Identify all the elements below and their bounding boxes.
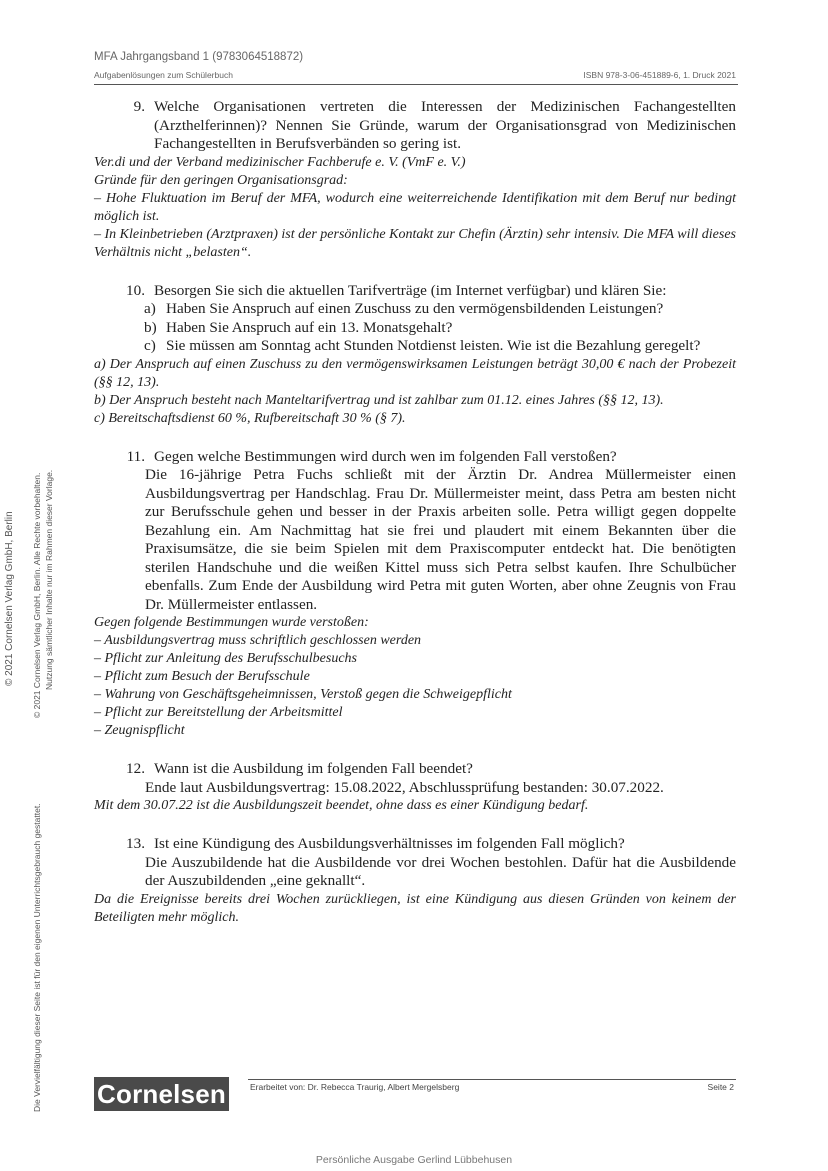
answer-10 <box>94 356 736 428</box>
subquestion-label: c) <box>144 337 156 354</box>
copyright-outer: © 2021 Cornelsen Verlag GmbH, Berlin <box>4 511 15 686</box>
answer-line: – Zeugnispflicht <box>94 723 185 738</box>
question-number: 13. <box>126 835 145 852</box>
question-13 <box>94 835 736 854</box>
subquestion-text: Sie müssen am Sonntag acht Stunden Notdienst leisten. Wie ist die Bezahlung geregelt? <box>166 337 701 354</box>
answer-line: b) Der Anspruch besteht nach Manteltarifvertrag und ist zahlbar zum 01.12. eines Jahres (§§ 12, 13). <box>94 392 664 408</box>
question-9 <box>94 98 736 154</box>
answer-line: Gegen folgende Bestimmungen wurde verstoßen: <box>94 615 369 630</box>
subquestion-label: a) <box>144 300 156 317</box>
subquestion-text: Haben Sie Anspruch auf ein 13. Monatsgehalt? <box>166 318 453 336</box>
question-text: Welche Organisationen vertreten die Interessen der Medizinischen Fachangestellten (Arzthelferinnen)? Nennen Sie Gründe, warum der Organisationsgrad von Medizinischen Fachangestellten in Berufsverbänden so gering ist. <box>154 98 736 152</box>
subquestion-label: b) <box>144 318 157 336</box>
answer-line: Gründe für den geringen Organisationsgrad: <box>94 172 348 188</box>
answer-12 <box>94 797 736 815</box>
answer-line: Da die Ereignisse bereits drei Wochen zurückliegen, ist eine Kündigung aus diesen Gründen von keinem der Beteiligten mehr möglich. <box>94 891 736 925</box>
footer-divider <box>248 1079 736 1080</box>
answer-line: Ver.di und der Verband medizinischer Fachberufe e. V. (VmF e. V.) <box>94 154 466 170</box>
answer-line: c) Bereitschaftsdienst 60 %, Rufbereitschaft 30 % (§ 7). <box>94 410 406 426</box>
copyright-inner-1: © 2021 Cornelsen Verlag GmbH, Berlin. Alle Rechte vorbehalten. <box>32 472 42 718</box>
isbn-label: ISBN 978-3-06-451889-6, 1. Druck 2021 <box>583 70 736 80</box>
main-content <box>94 98 736 927</box>
page-number: Seite 2 <box>707 1082 734 1092</box>
answer-line: – Ausbildungsvertrag muss schriftlich geschlossen werden <box>94 633 422 648</box>
question-number: 11. <box>126 447 145 465</box>
answer-11 <box>94 614 736 740</box>
subquestion-c <box>144 337 736 356</box>
document-title: MFA Jahrgangsband 1 (9783064518872) <box>94 51 304 63</box>
cornelsen-logo: Cornelsen <box>94 1077 229 1111</box>
case-scenario: Ende laut Ausbildungsvertrag: 15.08.2022, Abschlussprüfung bestanden: 30.07.2022. <box>145 778 664 796</box>
footer-authors: Erarbeitet von: Dr. Rebecca Traurig, Albert Mergelsberg <box>250 1082 460 1092</box>
copyright-inner-2: Nutzung sämtlicher Inhalte nur im Rahmen dieser Vorlage. <box>44 469 54 690</box>
reproduction-note: Die Vervielfältigung dieser Seite ist für den eigenen Unterrichtsgebrauch gestattet. <box>32 803 42 1112</box>
answer-line: – Hohe Fluktuation im Beruf der MFA, wodurch eine weiterreichende Identifikation mit dem Beruf nur bedingt möglich ist. <box>94 190 736 224</box>
question-10 <box>94 282 736 301</box>
answer-line: Mit dem 30.07.22 ist die Ausbildungszeit beendet, ohne dass es einer Kündigung bedarf. <box>94 798 589 813</box>
question-11 <box>94 448 736 467</box>
answer-line: – Pflicht zur Anleitung des Berufsschulbesuchs <box>94 651 357 666</box>
personal-edition-note: Persönliche Ausgabe Gerlind Lübbehusen <box>315 1154 513 1166</box>
case-scenario: Die Auszubildende hat die Ausbildende vor drei Wochen bestohlen. Dafür hat die Ausbildende der Auszubildenden „eine geknallt“. <box>145 853 736 889</box>
question-number: 12. <box>126 760 145 777</box>
subquestion-b <box>144 319 736 338</box>
question-text: Wann ist die Ausbildung im folgenden Fall beendet? <box>154 760 473 777</box>
answer-line: – Pflicht zur Bereitstellung der Arbeitsmittel <box>94 705 343 720</box>
document-subtitle: Aufgabenlösungen zum Schülerbuch <box>94 70 233 80</box>
subquestion-text: Haben Sie Anspruch auf einen Zuschuss zu den vermögensbildenden Leistungen? <box>166 300 664 317</box>
question-number: 10. <box>126 281 145 299</box>
answer-9 <box>94 154 736 262</box>
question-text: Ist eine Kündigung des Ausbildungsverhältnisses im folgenden Fall möglich? <box>154 835 625 852</box>
question-number: 9. <box>133 98 145 115</box>
question-text: Besorgen Sie sich die aktuellen Tarifverträge (im Internet verfügbar) und klären Sie: <box>154 281 667 299</box>
answer-13 <box>94 891 736 927</box>
answer-line: a) Der Anspruch auf einen Zuschuss zu den vermögenswirksamen Leistungen beträgt 30,00 € nach der Probezeit (§§ 12, 13). <box>94 356 736 390</box>
question-12 <box>94 760 736 779</box>
answer-line: – Pflicht zum Besuch der Berufsschule <box>94 669 310 684</box>
question-text: Gegen welche Bestimmungen wird durch wen im folgenden Fall verstoßen? <box>154 447 617 465</box>
answer-line: – In Kleinbetrieben (Arztpraxen) ist der persönliche Kontakt zur Chefin (Ärztin) sehr intensiv. Die MFA will dieses Verhältnis nicht „belasten“. <box>94 226 736 260</box>
subquestion-a <box>144 300 736 319</box>
case-scenario: Die 16-jährige Petra Fuchs schließt mit der Ärztin Dr. Andrea Müllermeister einen Ausbildungsvertrag per Handschlag. Frau Dr. Müllermeister meint, dass Petra am besten nicht zur Berufsschule gehen und besser in der Praxis arbeiten solle. Petra willigt gegen doppelte Bezahlung ein. Am Nachmittag hat sie frei und plaudert mit einem Bekannten über die Praxisumsätze, die sie beim Spielen mit dem Praxiscomputer entdeckt hat. Die benötigten sterilen Handschuhe und die weißen Kittel muss sich Petra selbst kaufen. Ihre Schulbücher ebenfalls. Zum Ende der Ausbildung wird Petra mit guten Worten, aber ohne Zeugnis von Frau Dr. Müllermeister entlassen. <box>145 466 736 613</box>
header-divider <box>94 84 738 85</box>
answer-line: – Wahrung von Geschäftsgeheimnissen, Verstoß gegen die Schweigepflicht <box>94 687 512 702</box>
